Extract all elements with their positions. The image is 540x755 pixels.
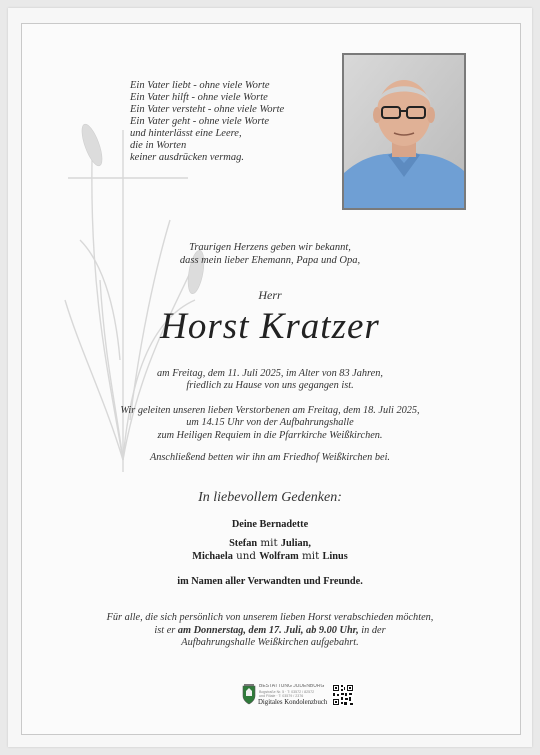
family-member: Michaela <box>192 551 233 562</box>
footer-funeral-home[interactable] <box>241 684 356 710</box>
viewing-line: Für alle, die sich persönlich von unserem lieben Horst verabschieden möchten, <box>106 612 434 623</box>
poem-line: die in Worten <box>130 140 187 151</box>
poem-line: Ein Vater liebt - ohne viele Worte <box>130 80 270 91</box>
relatives-line: im Namen aller Verwandten und Freunde. <box>177 576 363 587</box>
family-connector: und <box>236 550 257 562</box>
intro-line: dass mein lieber Ehemann, Papa und Opa, <box>179 254 361 266</box>
family-member: Julian, <box>280 537 311 549</box>
family-wife: Deine Bernadette <box>231 519 309 530</box>
memory-heading: In liebevollem Gedenken: <box>198 490 342 505</box>
family-line-2 <box>60 550 480 564</box>
family-member: Wolfram <box>259 551 299 562</box>
viewing-text: in der <box>358 624 386 636</box>
poem-line: Ein Vater geht - ohne viele Worte <box>130 116 269 127</box>
ceremony-line: um 14.15 Uhr von der Aufbahrungshalle <box>186 417 354 429</box>
portrait-photo <box>342 53 466 210</box>
ceremony-line: zum Heiligen Requiem in die Pfarrkirche Weißkirchen. <box>157 429 383 441</box>
death-notice <box>60 368 480 393</box>
intro-line: Traurigen Herzens geben wir bekannt, <box>189 242 351 253</box>
poem-line: Ein Vater hilft - ohne viele Worte <box>130 92 268 103</box>
ceremony-details <box>60 405 480 442</box>
coat-of-arms-icon <box>241 684 257 706</box>
funeral-home-name: BESTATTUNG JUDENBURG <box>259 684 325 689</box>
family-member: Linus <box>322 551 348 562</box>
ceremony-line: Wir geleiten unseren lieben Verstorbenen am Freitag, dem 18. Juli 2025, <box>120 405 420 416</box>
salutation: Herr <box>258 288 282 302</box>
viewing-line-2 <box>60 625 480 638</box>
deceased-name: Horst Kratzer <box>160 306 380 347</box>
family-line-1 <box>60 537 480 551</box>
family-connector: mit <box>302 550 320 562</box>
poem <box>130 80 330 164</box>
funeral-home-address <box>259 690 314 698</box>
death-notice-line: friedlich zu Hause von uns gegangen ist. <box>186 380 354 392</box>
funeral-home-address-line: und Filiale · T: 03579 / 2376 <box>259 694 304 699</box>
portrait-illustration <box>344 55 464 208</box>
digital-condolence-link[interactable]: Digitales Kondolenzbuch <box>258 699 328 706</box>
poem-line: keiner ausdrücken vermag. <box>130 152 245 163</box>
family-connector: mit <box>260 536 278 549</box>
viewing-notice <box>60 612 480 650</box>
poem-line: Ein Vater versteht - ohne viele Worte <box>130 104 285 115</box>
intro-text <box>60 242 480 267</box>
burial-notice: Anschließend betten wir ihn am Friedhof Weißkirchen bei. <box>149 452 391 463</box>
family-list <box>60 519 480 564</box>
viewing-line: Aufbahrungshalle Weißkirchen aufgebahrt. <box>181 637 359 648</box>
qr-code-icon[interactable] <box>332 684 354 706</box>
poem-line: und hinterlässt eine Leere, <box>130 128 242 139</box>
viewing-text: ist er <box>154 624 178 636</box>
viewing-date: am Donnerstag, dem 17. Juli, ab 9.00 Uhr, <box>177 624 359 636</box>
death-notice-line: am Freitag, dem 11. Juli 2025, im Alter von 83 Jahren, <box>157 368 383 379</box>
funeral-home-address-line: Bogstraße Nr. 5 · T: 03572 / 82572 <box>259 690 315 694</box>
family-member: Stefan <box>229 537 258 549</box>
